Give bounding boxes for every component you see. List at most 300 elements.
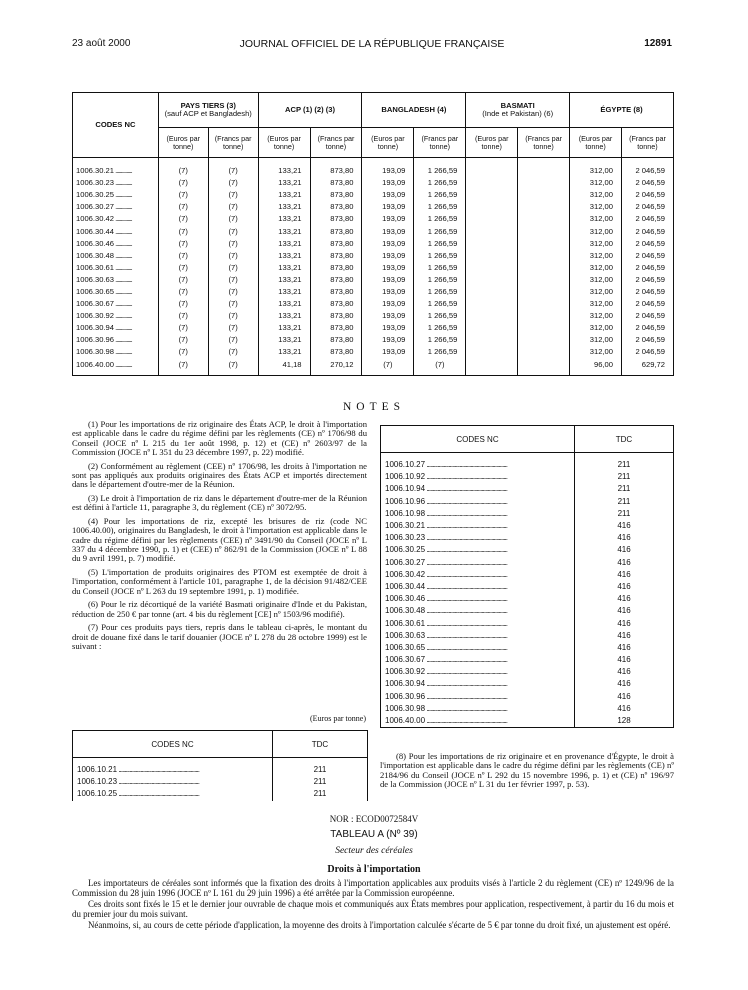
duty-value-cell: [466, 322, 518, 334]
duty-value-cell: 1 266,59: [414, 262, 466, 274]
duty-value-cell: (7): [208, 346, 258, 358]
duty-value-cell: 873,80: [310, 225, 362, 237]
duty-value-cell: 193,09: [362, 225, 414, 237]
duty-value-cell: [466, 177, 518, 189]
group-header: ACP (1) (2) (3): [258, 93, 362, 128]
tdc-value-cell: 211: [575, 496, 674, 508]
nc-code-cell: 1006.30.42 ..................................................................: [381, 569, 575, 581]
table-row: [381, 666, 674, 678]
tdc-value-cell: 416: [575, 557, 674, 569]
note-2: (2) Conformément au règlement (CEE) nº 1706/98, les droits à l'importation ne sont pas appliqués aux produits originaires des États ACP et importés directement dans le département d'outre-mer de la Réunion.: [72, 460, 367, 490]
duty-value-cell: 193,09: [362, 286, 414, 298]
duty-value-cell: (7): [208, 334, 258, 346]
note-6: (6) Pour le riz décortiqué de la variété Basmati originaire d'Inde et du Pakistan, réduction de 250 € par tonne (art. 4 bis du règlement [CE] nº 1503/96 modifié).: [72, 599, 367, 619]
duty-value-cell: 1 266,59: [414, 158, 466, 178]
nc-code-cell: 1006.30.65 ...............: [73, 286, 159, 298]
duty-value-cell: 193,09: [362, 213, 414, 225]
table-row: [73, 286, 674, 298]
running-header: [72, 38, 672, 52]
duty-value-cell: 193,09: [362, 322, 414, 334]
duty-value-cell: 873,80: [310, 262, 362, 274]
duty-value-cell: (7): [158, 262, 208, 274]
table-row: [73, 310, 674, 322]
duty-value-cell: 312,00: [570, 286, 622, 298]
nc-code-cell: 1006.30.96 ...............: [73, 334, 159, 346]
duty-value-cell: 193,09: [362, 310, 414, 322]
dot-leader: ..................................................................: [425, 484, 507, 494]
table-row: [381, 593, 674, 605]
dot-leader: ..................................................................: [425, 557, 507, 567]
table-row: [73, 758, 368, 777]
duty-value-cell: 629,72: [621, 359, 673, 376]
table-row: [381, 703, 674, 715]
table-row: [381, 471, 674, 483]
duty-value-cell: 133,21: [258, 177, 310, 189]
nc-code-cell: 1006.30.46 ...............: [73, 238, 159, 250]
notes-column: [72, 420, 367, 656]
duty-value-cell: [518, 238, 570, 250]
dot-leader: ...............: [114, 202, 132, 212]
duty-value-cell: [466, 310, 518, 322]
dot-leader: ...............: [114, 311, 132, 321]
duty-value-cell: 2 046,59: [621, 322, 673, 334]
duty-value-cell: 873,80: [310, 250, 362, 262]
dot-leader: ..................................................................: [425, 496, 507, 506]
dot-leader: ...............: [114, 323, 132, 333]
duty-value-cell: 2 046,59: [621, 213, 673, 225]
notes-title: NOTES: [342, 401, 406, 413]
tdc-value-cell: 416: [575, 691, 674, 703]
dot-leader: ..................................................................: [425, 655, 507, 665]
duty-value-cell: (7): [208, 238, 258, 250]
table-row: [381, 654, 674, 666]
nc-code-cell: 1006.30.46 ..................................................................: [381, 593, 575, 605]
duty-value-cell: 312,00: [570, 189, 622, 201]
tdc-value-cell: 416: [575, 532, 674, 544]
duty-value-cell: 873,80: [310, 310, 362, 322]
tdc-right-rows: [381, 453, 674, 728]
nc-code-cell: 1006.40.00 ...............: [73, 359, 159, 376]
group-header: BANGLADESH (4): [362, 93, 466, 128]
nc-code-cell: 1006.10.98 ..................................................................: [381, 508, 575, 520]
duty-value-cell: 1 266,59: [414, 201, 466, 213]
table-row: [73, 298, 674, 310]
dot-leader: ...............: [114, 226, 132, 236]
duty-value-cell: (7): [158, 359, 208, 376]
duty-value-cell: (7): [208, 359, 258, 376]
nc-code-cell: 1006.30.65 ..................................................................: [381, 642, 575, 654]
tdc-value-cell: 416: [575, 617, 674, 629]
duty-value-cell: 312,00: [570, 274, 622, 286]
dot-leader: ...............: [114, 250, 132, 260]
table-row: [381, 715, 674, 728]
nc-code-cell: 1006.30.98 ...............: [73, 346, 159, 358]
duty-value-cell: 2 046,59: [621, 274, 673, 286]
nc-code-cell: 1006.10.21 ..................................................................: [73, 758, 273, 777]
nor-reference: NOR : ECOD0072584V: [329, 814, 419, 824]
table-row: [73, 201, 674, 213]
duty-value-cell: 133,21: [258, 213, 310, 225]
nc-code-cell: 1006.40.00 ..................................................................: [381, 715, 575, 728]
duty-value-cell: 193,09: [362, 177, 414, 189]
duty-value-cell: 133,21: [258, 346, 310, 358]
dot-leader: ..................................................................: [425, 630, 507, 640]
nc-code-cell: 1006.30.61 ..................................................................: [381, 617, 575, 629]
nc-code-cell: 1006.10.92 ..................................................................: [381, 471, 575, 483]
nc-code-cell: 1006.30.23 ..................................................................: [381, 532, 575, 544]
dot-leader: ..................................................................: [425, 642, 507, 652]
unit-header-franc: (Francs par tonne): [518, 128, 570, 158]
dot-leader: ...............: [114, 274, 132, 284]
dot-leader: ..................................................................: [425, 679, 507, 689]
duty-value-cell: [518, 346, 570, 358]
nc-code-cell: 1006.10.96 ..................................................................: [381, 496, 575, 508]
duty-value-cell: (7): [208, 158, 258, 178]
unit-header-euro: (Euros par tonne): [466, 128, 518, 158]
unit-header-franc: (Francs par tonne): [310, 128, 362, 158]
tdc-left-tdc-header: TDC: [273, 731, 368, 758]
nc-code-cell: 1006.30.63 ..................................................................: [381, 630, 575, 642]
duty-value-cell: (7): [158, 213, 208, 225]
journal-title: JOURNAL OFFICIEL DE LA RÉPUBLIQUE FRANÇAISE: [239, 38, 505, 50]
duty-value-cell: 873,80: [310, 189, 362, 201]
duty-value-cell: [466, 262, 518, 274]
unit-header-euro: (Euros par tonne): [258, 128, 310, 158]
sector-title: Secteur des céréales: [335, 846, 413, 856]
nc-code-cell: 1006.30.94 ..................................................................: [381, 678, 575, 690]
duty-value-cell: [518, 286, 570, 298]
nc-code-cell: 1006.30.21 ...............: [73, 158, 159, 178]
tableau-title: TABLEAU A (Nº 39): [330, 829, 418, 840]
note-1: (1) Pour les importations de riz originaire des États ACP, le droit à l'importation est applicable dans le cadre du régime défini par les règlements (CE) nº 1706/98 du Conseil (JOCE nº L 215 du 1er août 1998, p. 12) et (CE) nº 2603/97 de la Commission (JOCE nº L 351 du 23 décembre 1997, p. 22) modifié.: [72, 419, 367, 457]
duty-value-cell: [518, 359, 570, 376]
duty-value-cell: (7): [158, 177, 208, 189]
duty-value-cell: 2 046,59: [621, 225, 673, 237]
duty-value-cell: [518, 310, 570, 322]
nc-code-cell: 1006.30.48 ..................................................................: [381, 605, 575, 617]
nc-code-cell: 1006.30.94 ...............: [73, 322, 159, 334]
duty-value-cell: (7): [208, 322, 258, 334]
nc-code-cell: 1006.10.25 ..................................................................: [73, 788, 273, 800]
duty-value-cell: (7): [414, 359, 466, 376]
duty-value-cell: 1 266,59: [414, 238, 466, 250]
duty-value-cell: 312,00: [570, 158, 622, 178]
dot-leader: ..................................................................: [425, 569, 507, 579]
page-number: 12891: [644, 38, 672, 49]
duty-value-cell: 1 266,59: [414, 250, 466, 262]
nc-code-cell: 1006.30.21 ..................................................................: [381, 520, 575, 532]
dot-leader: ...............: [114, 178, 132, 188]
table-row: [381, 678, 674, 690]
duty-value-cell: 2 046,59: [621, 158, 673, 178]
duty-value-cell: [518, 274, 570, 286]
tdc-value-cell: 211: [575, 471, 674, 483]
duty-value-cell: (7): [208, 250, 258, 262]
tdc-value-cell: 416: [575, 630, 674, 642]
tdc-left-rows: [73, 758, 368, 801]
table-row: [73, 334, 674, 346]
tdc-value-cell: 211: [575, 508, 674, 520]
nc-code-cell: 1006.30.25 ...............: [73, 189, 159, 201]
import-duty-rows: [73, 158, 674, 376]
dot-leader: ..................................................................: [425, 545, 507, 555]
duty-value-cell: [466, 334, 518, 346]
dot-leader: ..................................................................: [117, 777, 199, 787]
nc-code-cell: 1006.30.27 ...............: [73, 201, 159, 213]
group-header: ÉGYPTE (8): [570, 93, 674, 128]
nc-code-cell: 1006.30.92 ..................................................................: [381, 666, 575, 678]
dot-leader: ..................................................................: [425, 508, 507, 518]
duty-value-cell: [466, 201, 518, 213]
duty-value-cell: 312,00: [570, 177, 622, 189]
dot-leader: ...............: [114, 238, 132, 248]
dot-leader: ..................................................................: [425, 703, 507, 713]
table-row: [73, 788, 368, 800]
nc-code-cell: 1006.30.67 ..................................................................: [381, 654, 575, 666]
duty-value-cell: 193,09: [362, 274, 414, 286]
table-row: [381, 617, 674, 629]
duty-value-cell: 873,80: [310, 298, 362, 310]
duty-value-cell: [466, 359, 518, 376]
duty-value-cell: 873,80: [310, 346, 362, 358]
duty-value-cell: 873,80: [310, 201, 362, 213]
duty-value-cell: 312,00: [570, 298, 622, 310]
tdc-value-cell: 211: [273, 788, 368, 800]
table-row: [73, 359, 674, 376]
table-row: [381, 544, 674, 556]
duty-value-cell: 2 046,59: [621, 201, 673, 213]
duty-value-cell: 1 266,59: [414, 298, 466, 310]
nc-code-cell: 1006.10.23 ..................................................................: [73, 776, 273, 788]
duty-value-cell: 133,21: [258, 286, 310, 298]
import-duty-table: [72, 92, 674, 376]
table-row: [73, 189, 674, 201]
dot-leader: ...............: [114, 347, 132, 357]
duty-value-cell: (7): [158, 189, 208, 201]
table-row: [381, 581, 674, 593]
table-row: [73, 177, 674, 189]
duty-value-cell: [466, 250, 518, 262]
duty-value-cell: 133,21: [258, 322, 310, 334]
tdc-value-cell: 128: [575, 715, 674, 728]
table-row: [73, 213, 674, 225]
dot-leader: ..................................................................: [425, 691, 507, 701]
tdc-table-left: [72, 730, 368, 801]
nc-code-cell: 1006.30.92 ...............: [73, 310, 159, 322]
duty-value-cell: 873,80: [310, 238, 362, 250]
dot-leader: ...............: [114, 335, 132, 345]
nc-code-cell: 1006.30.25 ..................................................................: [381, 544, 575, 556]
tdc-table-right: [380, 425, 674, 728]
duty-value-cell: (7): [208, 310, 258, 322]
duty-value-cell: 1 266,59: [414, 189, 466, 201]
dot-leader: ..................................................................: [425, 716, 507, 726]
duty-value-cell: 133,21: [258, 189, 310, 201]
duty-value-cell: (7): [158, 298, 208, 310]
duty-value-cell: 41,18: [258, 359, 310, 376]
duty-value-cell: (7): [158, 250, 208, 262]
tdc-value-cell: 416: [575, 569, 674, 581]
table-row: [381, 691, 674, 703]
dot-leader: ...............: [114, 166, 132, 176]
tdc-value-cell: 416: [575, 703, 674, 715]
duty-value-cell: 1 266,59: [414, 274, 466, 286]
table-row: [73, 250, 674, 262]
paragraph: Les importateurs de céréales sont informés que la fixation des droits à l'importation applicables aux produits visés à l'article 2 du règlement (CE) nº 1249/96 de la Commission du 28 juin 1996 (JOCE nº L 161 du 29 juin 1996) a été arrêtée par la Commission européenne.: [72, 878, 674, 898]
duty-value-cell: 193,09: [362, 189, 414, 201]
duty-value-cell: 873,80: [310, 213, 362, 225]
duty-value-cell: 1 266,59: [414, 286, 466, 298]
tdc-value-cell: 416: [575, 593, 674, 605]
duty-value-cell: 193,09: [362, 250, 414, 262]
duty-value-cell: 312,00: [570, 310, 622, 322]
duty-value-cell: 133,21: [258, 334, 310, 346]
duty-value-cell: (7): [158, 158, 208, 178]
dot-leader: ..................................................................: [117, 765, 199, 775]
duty-value-cell: 270,12: [310, 359, 362, 376]
duty-value-cell: [466, 158, 518, 178]
duty-value-cell: 1 266,59: [414, 334, 466, 346]
duty-value-cell: (7): [208, 274, 258, 286]
tdc-right-code-header: CODES NC: [381, 426, 575, 453]
duty-value-cell: [518, 201, 570, 213]
duty-value-cell: 2 046,59: [621, 346, 673, 358]
duty-value-cell: [466, 189, 518, 201]
table-row: [381, 532, 674, 544]
table-row: [73, 346, 674, 358]
table-row: [381, 496, 674, 508]
nc-code-cell: 1006.30.61 ...............: [73, 262, 159, 274]
tdc-value-cell: 416: [575, 581, 674, 593]
tdc-value-cell: 416: [575, 544, 674, 556]
duty-value-cell: 1 266,59: [414, 322, 466, 334]
duty-value-cell: 873,80: [310, 286, 362, 298]
tdc-value-cell: 211: [273, 776, 368, 788]
group-header: BASMATI (Inde et Pakistan) (6): [466, 93, 570, 128]
nc-code-cell: 1006.30.23 ...............: [73, 177, 159, 189]
duty-value-cell: 312,00: [570, 250, 622, 262]
duty-value-cell: 2 046,59: [621, 238, 673, 250]
header-date: 23 août 2000: [72, 38, 131, 49]
duty-value-cell: 133,21: [258, 298, 310, 310]
unit-header-franc: (Francs par tonne): [414, 128, 466, 158]
dot-leader: ..................................................................: [425, 533, 507, 543]
note-3: (3) Le droit à l'importation de riz dans le département d'outre-mer de la Réunion est défini à l'article 11, paragraphe 3, du règlement (CE) nº 3072/95.: [72, 492, 367, 513]
tdc-value-cell: 211: [575, 483, 674, 495]
table-row: [381, 642, 674, 654]
unit-header-euro: (Euros par tonne): [570, 128, 622, 158]
dot-leader: ..................................................................: [425, 594, 507, 604]
dot-leader: ...............: [114, 359, 132, 369]
nc-code-cell: 1006.30.27 ..................................................................: [381, 557, 575, 569]
duty-value-cell: 1 266,59: [414, 310, 466, 322]
duty-value-cell: 873,80: [310, 334, 362, 346]
dot-leader: ..................................................................: [425, 472, 507, 482]
dot-leader: ...............: [114, 214, 132, 224]
duty-value-cell: [466, 286, 518, 298]
duty-value-cell: (7): [158, 346, 208, 358]
duty-value-cell: 873,80: [310, 158, 362, 178]
nc-code-cell: 1006.30.67 ...............: [73, 298, 159, 310]
tdc-value-cell: 211: [575, 453, 674, 472]
unit-header-euro: (Euros par tonne): [362, 128, 414, 158]
nc-code-cell: 1006.30.44 ...............: [73, 225, 159, 237]
paragraph: Ces droits sont fixés le 15 et le dernier jour ouvrable de chaque mois et communiqués aux États membres pour application, respectivement, à partir du 16 du mois et du premier jour du mois suivant.: [72, 899, 674, 919]
nc-code-cell: 1006.10.27 ..................................................................: [381, 453, 575, 472]
duty-value-cell: 2 046,59: [621, 334, 673, 346]
unit-label: (Euros par tonne): [310, 714, 366, 723]
duty-value-cell: [466, 238, 518, 250]
duty-value-cell: 133,21: [258, 262, 310, 274]
table-row: [73, 322, 674, 334]
tdc-value-cell: 416: [575, 678, 674, 690]
table-row: [381, 630, 674, 642]
duty-value-cell: (7): [158, 322, 208, 334]
tdc-value-cell: 416: [575, 605, 674, 617]
duty-value-cell: 2 046,59: [621, 298, 673, 310]
nc-code-cell: 1006.30.98 ..................................................................: [381, 703, 575, 715]
table-row: [381, 453, 674, 472]
duty-value-cell: (7): [208, 213, 258, 225]
duty-value-cell: (7): [158, 274, 208, 286]
duty-value-cell: 312,00: [570, 262, 622, 274]
table-row: [381, 605, 674, 617]
duty-value-cell: 2 046,59: [621, 177, 673, 189]
duty-value-cell: (7): [208, 298, 258, 310]
duty-value-cell: 312,00: [570, 238, 622, 250]
note-5: (5) L'importation de produits originaires des PTOM est exemptée de droit à l'importation, conformément à l'article 101, paragraphe 1, de la décision 91/482/CEE du Conseil (JOCE nº L 263 du 19 septembre 1991, p. 1) modifiée.: [72, 566, 367, 596]
duty-value-cell: (7): [362, 359, 414, 376]
duty-value-cell: (7): [208, 177, 258, 189]
duty-value-cell: 312,00: [570, 213, 622, 225]
duty-value-cell: 1 266,59: [414, 177, 466, 189]
duty-value-cell: [518, 298, 570, 310]
duty-value-cell: [518, 262, 570, 274]
duty-value-cell: (7): [158, 238, 208, 250]
duty-value-cell: 193,09: [362, 262, 414, 274]
nc-code-cell: 1006.30.42 ...............: [73, 213, 159, 225]
duty-value-cell: [518, 322, 570, 334]
duty-value-cell: 2 046,59: [621, 189, 673, 201]
duty-value-cell: (7): [208, 262, 258, 274]
dot-leader: ...............: [114, 299, 132, 309]
tdc-right-tdc-header: TDC: [575, 426, 674, 453]
duty-value-cell: [466, 346, 518, 358]
duty-value-cell: (7): [208, 189, 258, 201]
duty-value-cell: [518, 334, 570, 346]
table-row: [381, 508, 674, 520]
tdc-value-cell: 211: [273, 758, 368, 777]
table-row: [73, 238, 674, 250]
note-4: (4) Pour les importations de riz, excepté les brisures de riz (code NC 1006.40.00), originaires du Bangladesh, le droit à l'importation est applicable dans le cadre du régime défini par les règlements (CEE) nº 3491/90 du Conseil (JOCE nº L 337 du 4 décembre 1990, p. 1) et (CEE) nº 862/91 de la Commission (JOCE nº L 88 du 9 avril 1991, p. 7) modifié.: [72, 516, 367, 564]
table-row: [73, 262, 674, 274]
table-row: [381, 483, 674, 495]
duty-value-cell: (7): [158, 225, 208, 237]
duty-value-cell: 193,09: [362, 238, 414, 250]
duty-value-cell: [518, 189, 570, 201]
duty-value-cell: (7): [158, 310, 208, 322]
duty-value-cell: [466, 298, 518, 310]
duty-value-cell: (7): [208, 286, 258, 298]
duty-value-cell: (7): [208, 201, 258, 213]
table-row: [381, 557, 674, 569]
duty-value-cell: 2 046,59: [621, 250, 673, 262]
duty-value-cell: 2 046,59: [621, 262, 673, 274]
duty-value-cell: 873,80: [310, 274, 362, 286]
duty-value-cell: 2 046,59: [621, 286, 673, 298]
duty-value-cell: [518, 158, 570, 178]
duty-value-cell: (7): [158, 286, 208, 298]
